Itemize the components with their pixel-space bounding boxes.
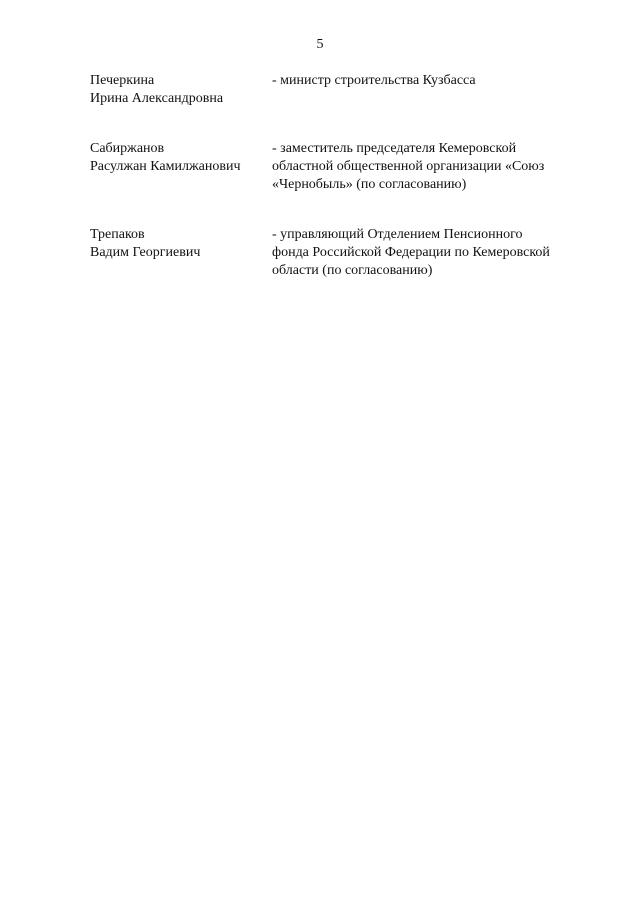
member-name bbox=[90, 72, 272, 108]
member-list bbox=[90, 72, 600, 280]
member-role-line: «Чернобыль» (по согласованию) bbox=[272, 177, 467, 192]
member-role-line: - управляющий Отделением Пенсионного bbox=[272, 227, 523, 242]
member-name bbox=[90, 226, 272, 262]
member-surname: Сабиржанов bbox=[90, 141, 165, 156]
page-number: 5 bbox=[316, 37, 324, 52]
member-given-names: Ирина Александровна bbox=[90, 91, 224, 106]
member-given-names: Вадим Георгиевич bbox=[90, 245, 201, 260]
member-role-line: - заместитель председателя Кемеровской bbox=[272, 141, 517, 156]
member-entry bbox=[90, 226, 600, 280]
member-role bbox=[272, 140, 592, 194]
member-surname: Трепаков bbox=[90, 227, 145, 242]
member-role-line: областной общественной организации «Союз bbox=[272, 159, 545, 174]
member-role bbox=[272, 226, 592, 280]
member-name bbox=[90, 140, 272, 176]
member-role-line: - министр строительства Кузбасса bbox=[272, 73, 476, 88]
member-role-line: области (по согласованию) bbox=[272, 263, 433, 278]
member-role bbox=[272, 72, 592, 90]
member-role-line: фонда Российской Федерации по Кемеровской bbox=[272, 245, 550, 260]
member-entry bbox=[90, 140, 600, 194]
member-given-names: Расулжан Камилжанович bbox=[90, 159, 241, 174]
member-surname: Печеркина bbox=[90, 73, 155, 88]
member-entry bbox=[90, 72, 600, 108]
